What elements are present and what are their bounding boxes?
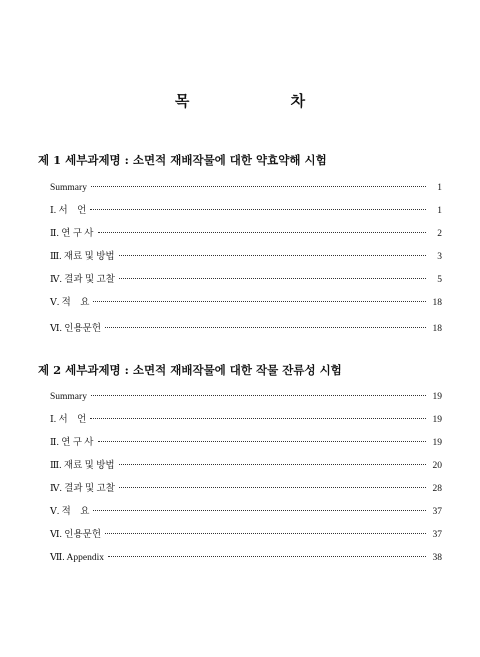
toc-entry[interactable] (38, 250, 442, 273)
toc-entry-page: 19 (432, 392, 442, 402)
toc-entry-label: Ⅳ. 결과 및 고찰 (50, 275, 115, 285)
toc-entry-label: Ⅴ. 적 요 (50, 507, 90, 517)
toc-entry-page: 19 (432, 438, 442, 448)
toc-entry-label: Ⅵ. 인용문헌 (50, 530, 102, 540)
dot-leader (105, 533, 426, 534)
dot-leader (119, 487, 426, 488)
section-heading: 제 1 세부과제명 : 소면적 재배작물에 대한 약효약해 시험 (38, 153, 327, 167)
section-heading: 제 2 세부과제명 : 소면적 재배작물에 대한 작물 잔류성 시험 (38, 363, 342, 377)
toc-entry-page: 37 (432, 530, 442, 540)
toc-entry[interactable] (38, 204, 442, 227)
dot-leader (98, 441, 427, 442)
toc-entry[interactable] (38, 322, 442, 345)
toc-entry-label: Ⅰ. 서 언 (50, 415, 87, 425)
toc-entry-label: Summary (50, 392, 87, 402)
toc-entry-page: 1 (437, 183, 442, 193)
toc-entry-page: 38 (432, 553, 442, 563)
dot-leader (93, 510, 426, 511)
toc-entry[interactable] (38, 459, 442, 482)
dot-leader (91, 395, 426, 396)
toc-entry[interactable] (38, 390, 442, 413)
toc-list (38, 181, 442, 345)
toc-section-2 (38, 362, 442, 574)
dot-leader (98, 232, 427, 233)
toc-entry-label: Ⅲ. 재료 및 방법 (50, 252, 115, 262)
toc-entry[interactable] (38, 296, 442, 319)
toc-entry[interactable] (38, 181, 442, 204)
toc-entry-page: 1 (437, 206, 442, 216)
toc-entry-page: 19 (432, 415, 442, 425)
toc-entry[interactable] (38, 273, 442, 296)
toc-entry[interactable] (38, 436, 442, 459)
dot-leader (119, 278, 426, 279)
toc-entry-label: Ⅱ. 연 구 사 (50, 438, 94, 448)
dot-leader (93, 301, 426, 302)
dot-leader (91, 186, 426, 187)
dot-leader (90, 209, 426, 210)
toc-entry-page: 28 (432, 484, 442, 494)
toc-entry-label: Ⅵ. 인용문헌 (50, 324, 102, 334)
dot-leader (105, 327, 426, 328)
toc-entry-label: Summary (50, 183, 87, 193)
toc-entry-label: Ⅱ. 연 구 사 (50, 229, 94, 239)
toc-entry-label: Ⅰ. 서 언 (50, 206, 87, 216)
dot-leader (119, 464, 426, 465)
toc-entry[interactable] (38, 551, 442, 574)
toc-entry-page: 37 (432, 507, 442, 517)
toc-entry-label: Ⅳ. 결과 및 고찰 (50, 484, 115, 494)
toc-entry[interactable] (38, 505, 442, 528)
dot-leader (108, 556, 426, 557)
toc-entry[interactable] (38, 482, 442, 505)
toc-entry[interactable] (38, 413, 442, 436)
toc-section-1 (38, 152, 442, 345)
dot-leader (119, 255, 426, 256)
toc-entry-page: 3 (437, 252, 442, 262)
toc-entry-label: Ⅴ. 적 요 (50, 298, 90, 308)
dot-leader (90, 418, 426, 419)
toc-entry-page: 5 (437, 275, 442, 285)
toc-entry-page: 18 (432, 298, 442, 308)
toc-entry-label: Ⅲ. 재료 및 방법 (50, 461, 115, 471)
toc-entry-page: 18 (432, 324, 442, 334)
page-title: 목 차 (174, 92, 354, 110)
toc-entry-page: 20 (432, 461, 442, 471)
toc-entry[interactable] (38, 528, 442, 551)
toc-entry-label: Ⅶ. Appendix (50, 553, 104, 563)
toc-list (38, 390, 442, 574)
toc-entry-page: 2 (437, 229, 442, 239)
toc-entry[interactable] (38, 227, 442, 250)
